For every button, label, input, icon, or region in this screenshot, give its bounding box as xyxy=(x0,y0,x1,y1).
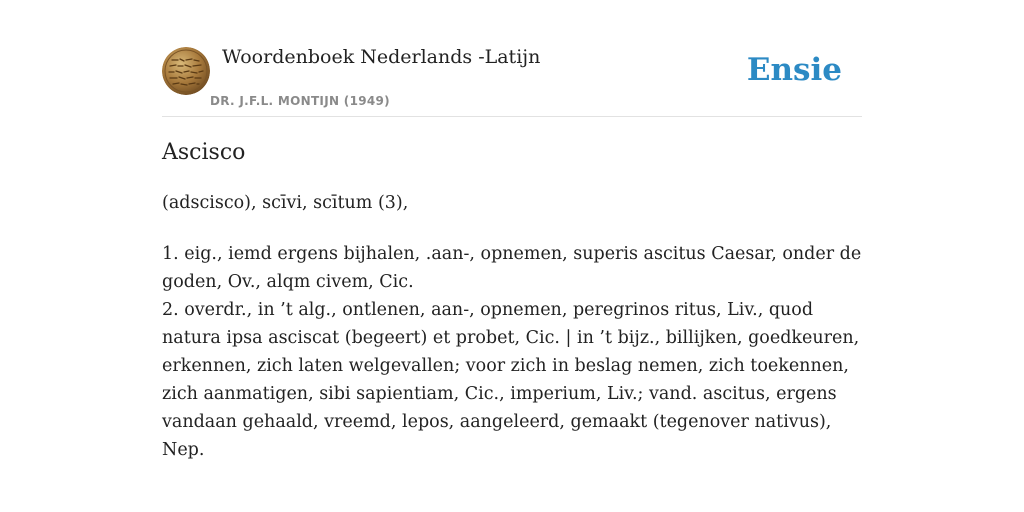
book-header xyxy=(162,44,862,117)
ancient-coin-icon[interactable] xyxy=(162,47,210,95)
book-title[interactable]: Woordenboek Nederlands -Latijn xyxy=(222,46,541,68)
definition-item-1: 1. eig., iemd ergens bijhalen, .aan-, opnemen, superis ascitus Caesar, onder de goden, Ov., alqm civem, Cic. xyxy=(162,244,862,292)
entry-forms: (adscisco), scīvi, scītum (3), xyxy=(162,193,409,213)
entry-definition xyxy=(162,240,862,464)
ensie-logo-link[interactable]: Ensie xyxy=(746,52,842,88)
entry-title: Ascisco xyxy=(162,140,246,165)
definition-item-2: 2. overdr., in ’t alg., ontlenen, aan-, opnemen, peregrinos ritus, Liv., quod natura ipsa asciscat (begeert) et probet, Cic. | in ’t bijz., billijken, goedkeuren, erkennen, zich laten welgevallen; voor zich in beslag nemen, zich toekennen, zich aanmatigen, sibi sapientiam, Cic., imperium, Liv.; vand. ascitus, ergens vandaan gehaald, vreemd, lepos, aangeleerd, gemaakt (tegenover nativus), Nep. xyxy=(162,300,860,460)
book-author: DR. J.F.L. MONTIJN (1949) xyxy=(210,94,390,108)
